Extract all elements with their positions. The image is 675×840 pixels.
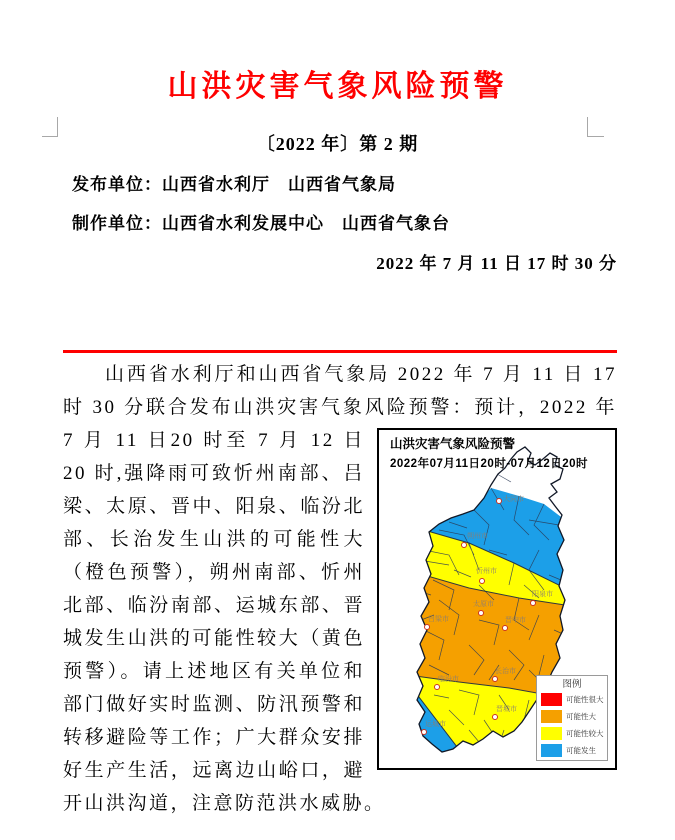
city-label-lvliang: 吕梁市 [428, 616, 449, 623]
city-label-yuncheng: 运城市 [425, 721, 446, 728]
city-label-changzhi: 长治市 [495, 668, 516, 675]
red-divider-rule [63, 350, 617, 353]
city-label-taiyuan: 太原市 [473, 601, 494, 608]
legend-swatch-red [541, 693, 562, 706]
city-label-datong: 大同市 [503, 496, 524, 503]
legend-label: 可能性较大 [566, 729, 604, 738]
producer-label: 制作单位： [72, 214, 162, 233]
city-marker-dot [530, 600, 536, 606]
city-marker-dot [492, 714, 498, 720]
city-label-jinzhong: 晋中市 [505, 617, 526, 624]
city-label-xinzhou: 忻州市 [476, 568, 497, 575]
city-marker-dot [461, 542, 467, 548]
city-marker-dot [479, 578, 485, 584]
city-marker-dot [478, 610, 484, 616]
city-marker-dot [424, 624, 430, 630]
producer-value: 山西省水利发展中心 山西省气象台 [162, 214, 450, 233]
legend-swatch-blue [541, 744, 562, 757]
legend-item [541, 743, 607, 759]
legend-item [541, 709, 607, 725]
map-title: 山洪灾害气象风险预警 [390, 437, 516, 451]
publisher-value: 山西省水利厅 山西省气象局 [162, 175, 396, 194]
legend-label: 可能发生 [566, 746, 596, 755]
city-marker-dot [492, 676, 498, 682]
legend-swatch-yellow [541, 727, 562, 740]
legend-label: 可能性大 [566, 712, 596, 721]
city-label-linfen: 临汾市 [438, 676, 459, 683]
legend-swatch-orange [541, 710, 562, 723]
map-legend [536, 675, 608, 761]
city-marker-dot [421, 729, 427, 735]
city-label-shuozhou: 朔州市 [467, 533, 488, 540]
city-marker-dot [496, 498, 502, 504]
producer-line [72, 213, 617, 235]
body-paragraph [63, 358, 617, 820]
city-marker-dot [502, 625, 508, 631]
issue-number: 〔2022 年〕第 2 期 [256, 134, 419, 154]
publisher-line [72, 174, 617, 196]
paragraph-text-2: 20 时至 7 月 12 日 20 时,强降雨可致忻州南部、吕梁、太原、晋中、阳泉、临汾北部、长治发生山洪的可能性大（橙色预警），朔州南部、忻州北部、临汾南部、运城东部、晋城发生山洪的可能性较大（黄色预警）。请上述地区有关单位和部门做好实时监测、防汛预警和转移避险等工作；广大群众安排好生产生活，远离边山峪口，避开山洪沟道，注意防范洪水威胁。 [63, 430, 386, 814]
page-title: 山洪灾害气象风险预警 [167, 70, 508, 103]
legend-item [541, 726, 607, 742]
issue-datetime: 2022 年 7 月 11 日 17 时 30 分 [376, 254, 617, 273]
city-label-yangquan: 阳泉市 [532, 591, 553, 598]
city-marker-dot [434, 684, 440, 690]
paragraph-text-1: 山西省水利厅和山西省气象局 2022 年 7 月 11 日 17 时 30 分联合发布山洪灾害气象风险预警：预计，2022 年 7 月 11 日 [63, 364, 617, 451]
document-page [0, 70, 675, 840]
legend-item [541, 692, 607, 708]
body-section [63, 358, 617, 820]
legend-label: 可能性很大 [566, 695, 604, 704]
warning-map-figure [377, 428, 617, 770]
map-period: 2022年07月11日20时-07月12日20时 [390, 458, 589, 470]
legend-title: 图例 [562, 679, 582, 690]
city-label-jincheng: 晋城市 [496, 706, 517, 713]
publisher-label: 发布单位： [72, 175, 162, 194]
